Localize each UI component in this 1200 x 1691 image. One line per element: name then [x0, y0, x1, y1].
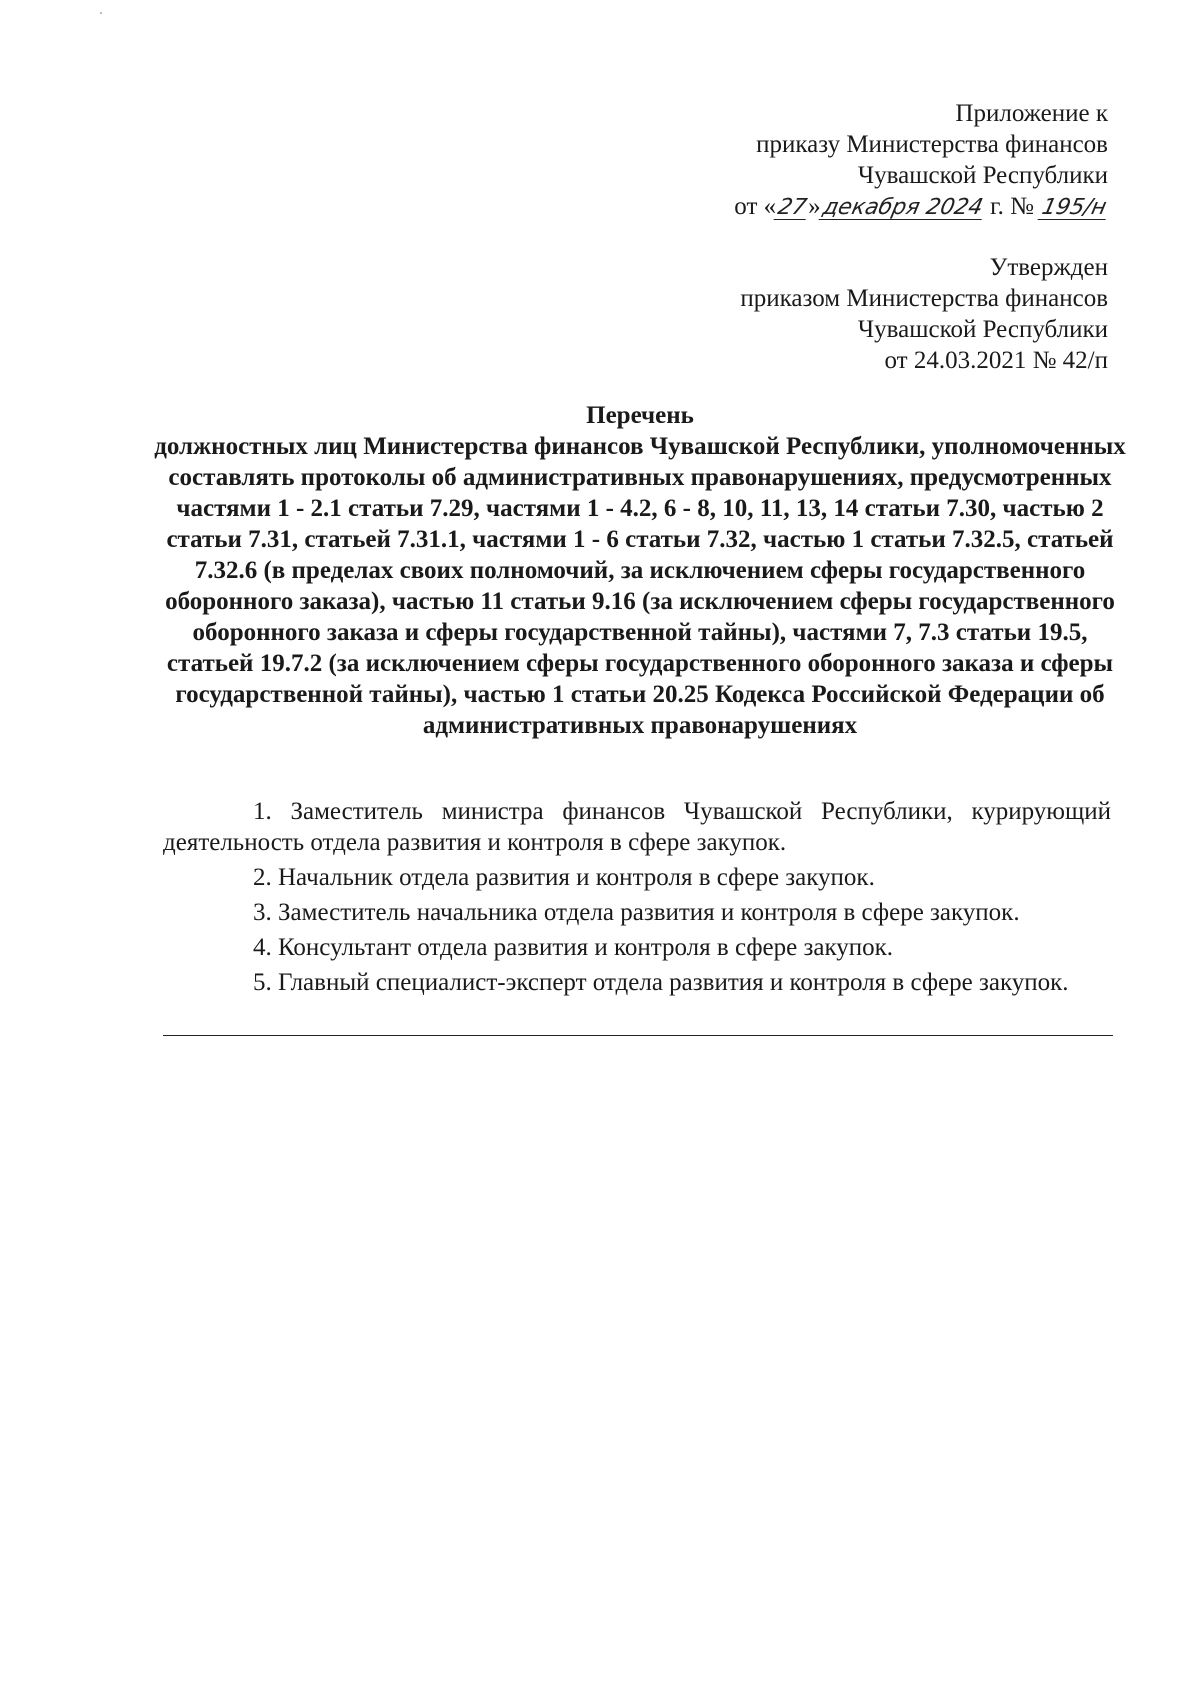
handwritten-month-year: декабря 2024 — [820, 195, 985, 220]
list-item: 4. Консультант отдела развития и контроля в сфере закупок. — [253, 934, 894, 961]
list-item: 5. Главный специалист-эксперт отдела развития и контроля в сфере закупок. — [253, 969, 1069, 996]
appendix-line-1: Приложение к — [955, 100, 1108, 127]
list-item: 3. Заместитель начальника отдела развития и контроля в сфере закупок. — [253, 899, 1020, 926]
handwritten-day: 27 — [775, 195, 810, 220]
approved-line-3: Чувашской Республики — [857, 316, 1108, 343]
document-title-heading: Перечень — [586, 402, 694, 429]
date-prefix: от « — [734, 193, 777, 220]
approved-line-1: Утвержден — [989, 254, 1108, 281]
appendix-line-3: Чувашской Республики — [857, 162, 1108, 189]
approval-header — [740, 252, 1108, 376]
appendix-date-line — [734, 191, 1108, 222]
closing-rule — [163, 1035, 1113, 1036]
appendix-header — [734, 98, 1108, 222]
officials-list — [163, 796, 1111, 1002]
scan-speck — [100, 12, 102, 14]
handwritten-order-number: 195/н — [1039, 195, 1109, 220]
date-separator: » — [808, 193, 821, 220]
approved-line-4: от 24.03.2021 № 42/п — [884, 347, 1108, 374]
list-item: 2. Начальник отдела развития и контроля в сфере закупок. — [253, 864, 875, 891]
approved-line-2: приказом Министерства финансов — [740, 285, 1108, 312]
document-title-body: должностных лиц Министерства финансов Чувашской Республики, уполномоченных составлять протоколы об административных правонарушениях, предусмотренных частями 1 - 2.1 статьи 7.29, частями 1 - 4.2, 6 - 8, 10, 11, 13, 14 статьи 7.30, частью 2 статьи 7.31, статьей 7.31.1, частями 1 - 6 статьи 7.32, частью 1 статьи 7.32.5, статьей 7.32.6 (в пределах своих полномочий, за исключением сферы государственного оборонного заказа), частью 11 статьи 9.16 (за исключением сферы государственного оборонного заказа и сферы государственной тайны), частями 7, 7.3 статьи 19.5, статьей 19.7.2 (за исключением сферы государственного оборонного заказа и сферы государственной тайны), частью 1 статьи 20.25 Кодекса Российской Федерации об административных правонарушениях — [154, 433, 1126, 739]
list-item: 1. Заместитель министра финансов Чувашской Республики, курирующий деятельность отдела развития и контроля в сфере закупок. — [163, 798, 1111, 856]
date-suffix: г. № — [983, 193, 1041, 220]
appendix-line-2: приказу Министерства финансов — [756, 131, 1108, 158]
